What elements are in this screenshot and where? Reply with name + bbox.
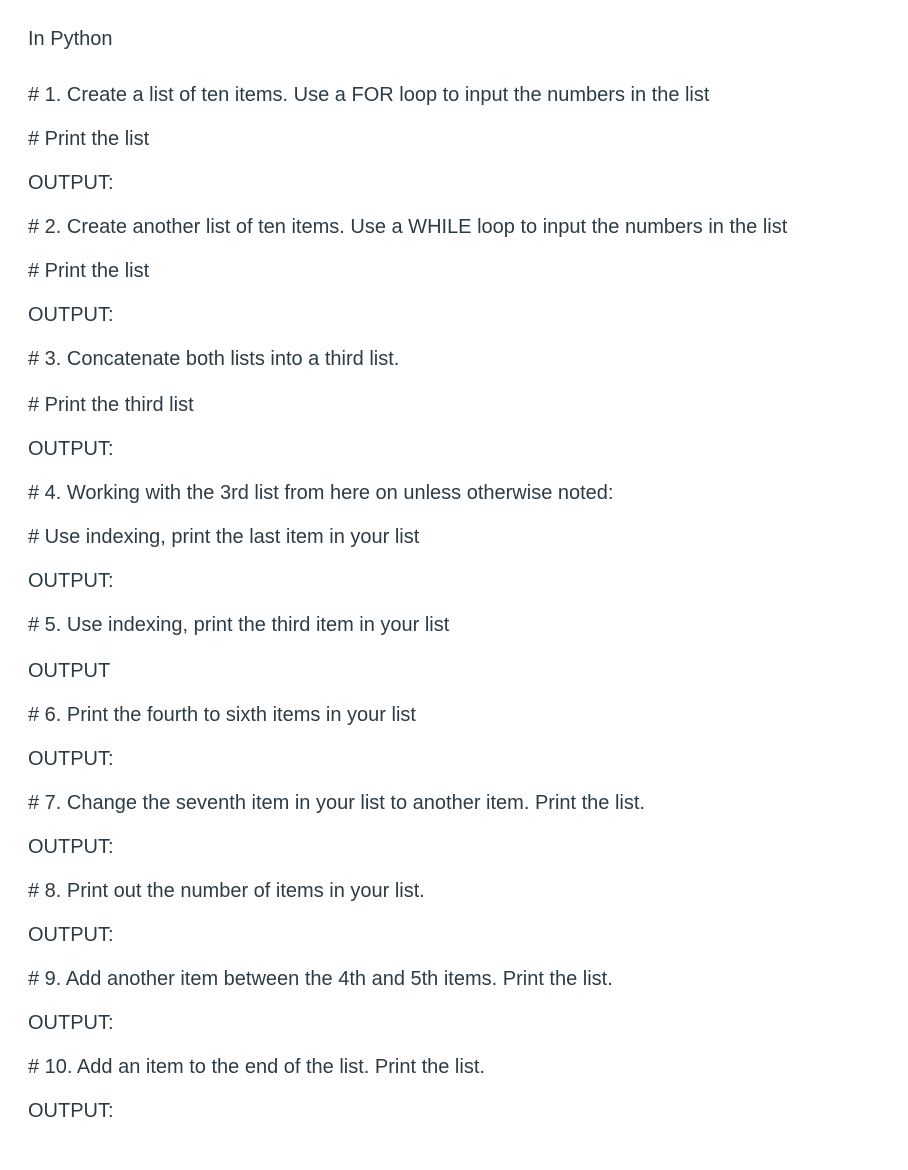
instruction-line: # 6. Print the fourth to sixth items in your list <box>28 704 416 726</box>
output-label: OUTPUT <box>28 660 111 682</box>
instruction-line: # Print the list <box>28 128 150 150</box>
instruction-line: # 7. Change the seventh item in your list to another item. Print the list. <box>28 792 645 814</box>
instruction-line: # 8. Print out the number of items in your list. <box>28 880 425 902</box>
output-label: OUTPUT: <box>28 570 114 592</box>
instruction-line: # Print the list <box>28 260 150 282</box>
output-label: OUTPUT: <box>28 172 114 194</box>
instruction-line: # Use indexing, print the last item in your list <box>28 526 420 548</box>
output-label: OUTPUT: <box>28 1100 114 1122</box>
instruction-line: # 5. Use indexing, print the third item in your list <box>28 614 450 636</box>
instruction-line: # 1. Create a list of ten items. Use a FOR loop to input the numbers in the list <box>28 84 710 106</box>
instruction-line: # 4. Working with the 3rd list from here on unless otherwise noted: <box>28 482 614 504</box>
document-heading: In Python <box>28 28 113 50</box>
instruction-line: # 9. Add another item between the 4th and 5th items. Print the list. <box>28 968 613 990</box>
output-label: OUTPUT: <box>28 438 114 460</box>
instruction-line: # 2. Create another list of ten items. Use a WHILE loop to input the numbers in the list <box>28 216 788 238</box>
instruction-line: # 10. Add an item to the end of the list. Print the list. <box>28 1056 485 1078</box>
output-label: OUTPUT: <box>28 836 114 858</box>
output-label: OUTPUT: <box>28 304 114 326</box>
output-label: OUTPUT: <box>28 748 114 770</box>
instruction-line: # Print the third list <box>28 394 194 416</box>
output-label: OUTPUT: <box>28 1012 114 1034</box>
instruction-line: # 3. Concatenate both lists into a third list. <box>28 348 400 370</box>
output-label: OUTPUT: <box>28 924 114 946</box>
